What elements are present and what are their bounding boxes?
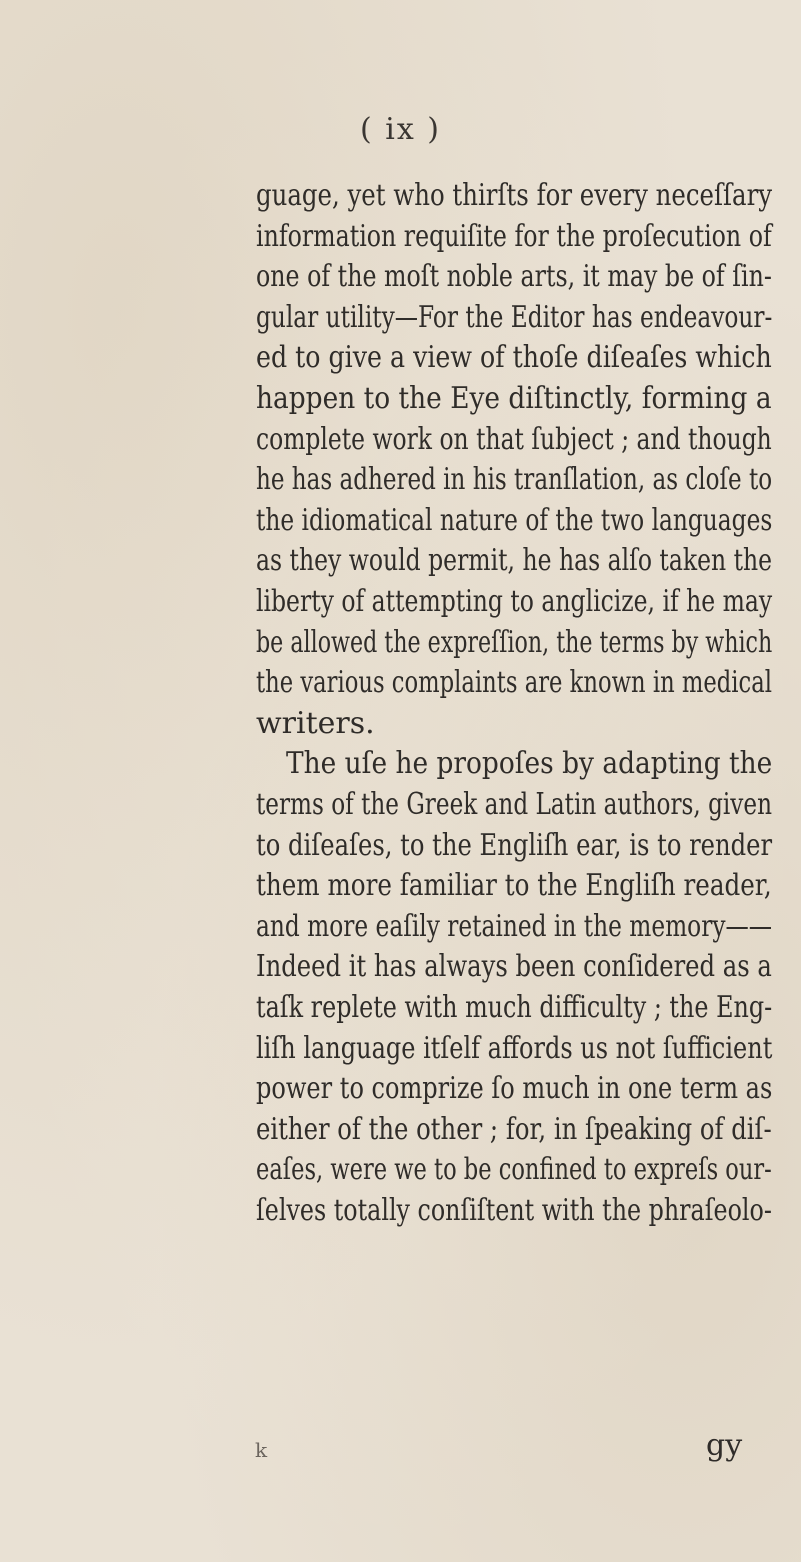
text-line: and more eaſily retained in the memory—— [256,908,773,944]
text-line: writers. [256,705,375,741]
text-line: be allowed the expreſſion, the terms by which [256,624,773,660]
text-line: either of the other ; for, in ſpeaking of diſ- [256,1111,772,1147]
text-line: eaſes, were we to be confined to expreſs our- [256,1152,772,1188]
text-line: to diſeaſes, to the Engliſh ear, is to render [256,827,773,863]
text-line: The uſe he propoſes by adapting the [286,746,773,782]
text-line: information requiſite for the proſecution of [256,218,772,254]
marginal-mark: k [255,1438,268,1462]
text-line: terms of the Greek and Latin authors, given [256,787,772,822]
text-line: liſh language itſelf affords us not ſufficient [256,1030,773,1066]
text-line: ſelves totally conſiſtent with the phraſeolo- [256,1193,772,1228]
text-line: the idiomatical nature of the two languages [256,502,773,538]
text-line: Indeed it has always been conſidered as a [256,949,772,985]
text-line: complete work on that ſubject ; and though [256,421,772,457]
text-line: he has adhered in his tranſlation, as cloſe to [256,462,773,498]
text-line: guage, yet who thirſts for every neceſſary [256,178,773,213]
page-number: ( ix ) [360,112,441,147]
text-line: power to comprize ſo much in one term as [256,1071,773,1107]
text-line: liberty of attempting to anglicize, if he may [256,584,773,619]
text-line: as they would permit, he has alſo taken the [256,543,773,579]
catchword: gy [706,1428,743,1463]
text-line: gular utility—For the Editor has endeavour- [256,299,773,335]
text-line: happen to the Eye diſtinctly, forming a [256,381,772,416]
text-line: them more familiar to the Engliſh reader, [256,868,772,904]
text-line: the various complaints are known in medical [256,665,773,701]
text-line: taſk replete with much difficulty ; the Eng- [256,990,773,1025]
text-line: one of the moſt noble arts, it may be of ſin- [256,259,772,295]
text-line: ed to give a view of thoſe diſeaſes which [256,340,772,376]
